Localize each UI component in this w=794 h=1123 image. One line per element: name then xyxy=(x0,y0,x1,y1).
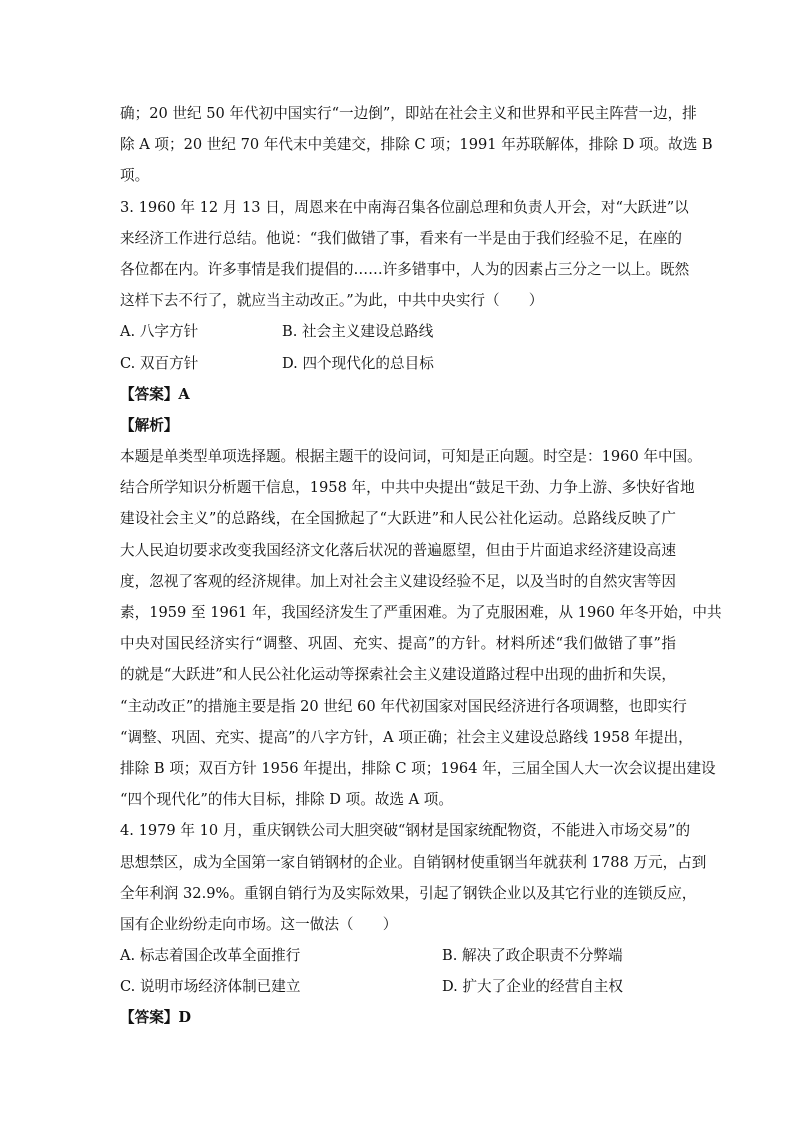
option-a: A. 标志着国企改革全面推行 xyxy=(120,947,301,965)
question-3-stem: 各位都在内。许多事情是我们提倡的……许多错事中，人为的因素占三分之一以上。既然 xyxy=(120,260,690,278)
question-3-options-row xyxy=(120,348,676,379)
text-line: 项。 xyxy=(120,167,150,185)
question-3-stem: 这样下去不行了，就应当主动改正。”为此，中共中央实行（ ） xyxy=(120,292,544,310)
option-a: A. 八字方针 xyxy=(120,323,199,341)
analysis-line: 建设社会主义”的总路线，在全国掀起了“大跃进”和人民公社化运动。总路线反映了广 xyxy=(120,510,676,528)
question-3-stem: 来经济工作进行总结。他说：“我们做错了事，看来有一半是由于我们经验不足，在座的 xyxy=(120,229,683,247)
analysis-line: 本题是单类型单项选择题。根据主题干的设问词，可知是正向题。时空是：1960 年中国。 xyxy=(120,448,702,466)
analysis-line: 中央对国民经济实行“调整、巩固、充实、提高”的方针。材料所述“我们做错了事”指 xyxy=(120,635,676,653)
analysis-line: 度，忽视了客观的经济规律。加上对社会主义建设经验不足，以及当时的自然灾害等因 xyxy=(120,572,676,590)
option-b: B. 解决了政企职责不分弊端 xyxy=(442,947,623,965)
analysis-line: 的就是“大跃进”和人民公社化运动等探索社会主义建设道路过程中出现的曲折和失误， xyxy=(120,666,676,684)
analysis-line: 素，1959 至 1961 年，我国经济发生了严重困难。为了克服困难，从 1960 年冬开始，中共 xyxy=(120,604,722,621)
question-4-options-row xyxy=(120,940,676,971)
analysis-line: 大人民迫切要求改变我国经济文化落后状况的普遍愿望，但由于片面追求经济建设高速 xyxy=(120,541,676,559)
answer-label: 【答案】A xyxy=(120,385,190,403)
question-4-stem: 全年利润 32.9%。重钢自销行为及实际效果，引起了钢铁企业以及其它行业的连锁反应， xyxy=(120,884,697,902)
option-b: B. 社会主义建设总路线 xyxy=(282,323,434,341)
analysis-line: 结合所学知识分析题干信息，1958 年，中共中央提出“鼓足干劲、力争上游、多快好省地 xyxy=(120,479,695,497)
question-3-stem: 3. 1960 年 12 月 13 日，周恩来在中南海召集各位副总理和负责人开会，对“大跃进”以 xyxy=(120,198,689,216)
analysis-line: “四个现代化”的伟大目标，排除 D 项。故选 A 项。 xyxy=(120,791,454,809)
question-4-stem: 国有企业纷纷走向市场。这一做法（ ） xyxy=(120,915,398,933)
analysis-line: “调整、巩固、充实、提高”的八字方针，A 项正确；社会主义建设总路线 1958 年提出， xyxy=(120,728,693,746)
question-3-options-row xyxy=(120,316,676,347)
text-line: 除 A 项；20 世纪 70 年代末中美建交，排除 C 项；1991 年苏联解体，排除 D 项。故选 B xyxy=(120,136,713,154)
document-body xyxy=(120,98,722,1034)
answer-label: 【答案】D xyxy=(120,1009,192,1027)
option-c: C. 双百方针 xyxy=(120,354,199,372)
analysis-label: 【解析】 xyxy=(120,416,179,434)
text-line: 确；20 世纪 50 年代初中国实行“一边倒”，即站在社会主义和世界和平民主阵营一边，排 xyxy=(120,105,697,122)
option-c: C. 说明市场经济体制已建立 xyxy=(120,978,301,996)
question-4-stem: 思想禁区，成为全国第一家自销钢材的企业。自销钢材使重钢当年就获利 1788 万元，占到 xyxy=(120,853,707,871)
question-4-options-row xyxy=(120,971,676,1002)
option-d: D. 扩大了企业的经营自主权 xyxy=(442,978,623,996)
option-d: D. 四个现代化的总目标 xyxy=(282,354,434,372)
question-4-stem: 4. 1979 年 10 月，重庆钢铁公司大胆突破“钢材是国家统配物资，不能进入市场交易”的 xyxy=(120,822,691,840)
analysis-line: “主动改正”的措施主要是指 20 世纪 60 年代初国家对国民经济进行各项调整，也即实行 xyxy=(120,697,687,715)
analysis-line: 排除 B 项；双百方针 1956 年提出，排除 C 项；1964 年，三届全国人大一次会议提出建设 xyxy=(120,759,716,777)
